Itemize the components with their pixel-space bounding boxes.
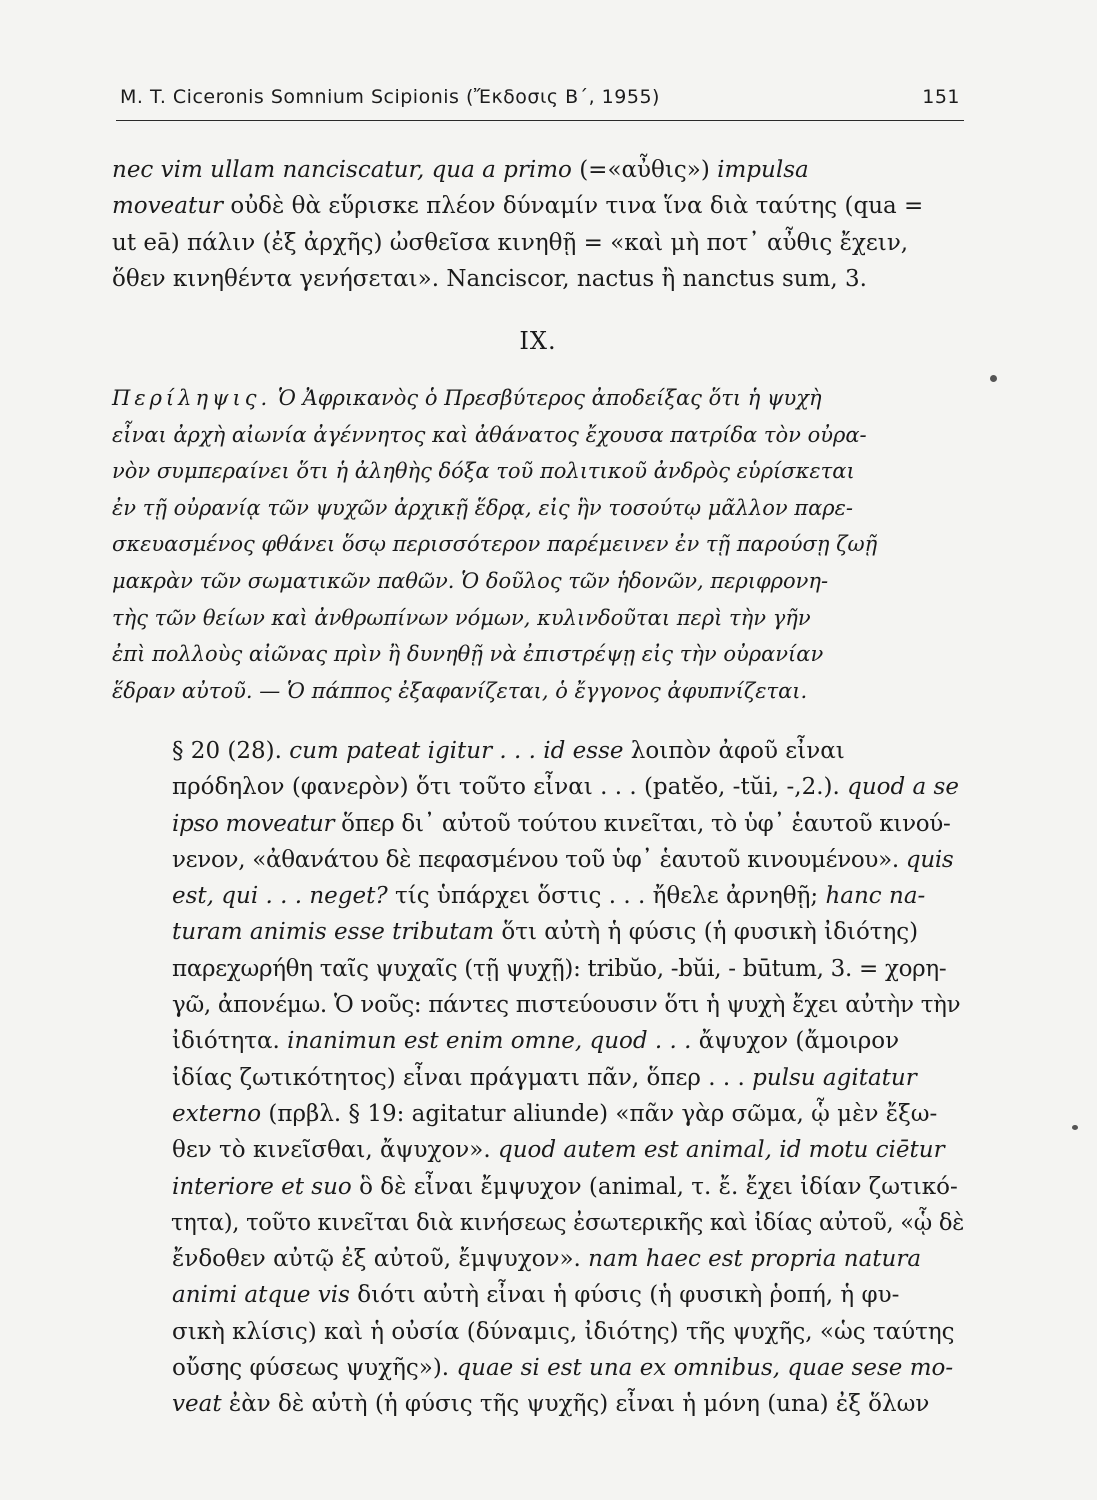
text-line: moveatur οὐδὲ θὰ εὕρισκε πλέον δύναμίν τινα ἵνα διὰ ταύτης (qua = xyxy=(112,193,924,220)
text-line: veat ἐὰν δὲ αὐτὴ (ἡ φύσις τῆς ψυχῆς) εἶναι ἡ μόνη (una) ἐξ ὅλων xyxy=(172,1391,930,1418)
text-line: ἔνδοθεν αὐτῷ ἐξ αὐτοῦ, ἔμψυχον». nam haec est propria natura xyxy=(172,1246,922,1273)
text-line: ipso moveatur ὅπερ δι᾽ αὐτοῦ τούτου κινεῖται, τὸ ὑφ᾽ ἑαυτοῦ κινού- xyxy=(172,810,951,837)
paragraph-1 xyxy=(112,152,964,297)
print-speck xyxy=(990,375,997,382)
text-line: est, qui . . . neget? τίς ὑπάρχει ὅστις . . . ἤθελε ἀρνηθῇ; hanc na- xyxy=(172,883,926,910)
header-rule xyxy=(116,120,964,121)
text-line: σικὴ κλίσις) καὶ ἡ οὐσία (δύναμις, ἰδιότης) τῆς ψυχῆς, «ὡς ταύτης xyxy=(172,1318,955,1345)
summary-paragraph xyxy=(112,380,964,709)
text-line: μακρὰν τῶν σωματικῶν παθῶν. Ὁ δοῦλος τῶν ἡδονῶν, περιφρονη- xyxy=(112,568,829,593)
print-speck xyxy=(1072,1125,1078,1130)
text-line: γῶ, ἀπονέμω. Ὁ νοῦς: πάντες πιστεύουσιν ὅτι ἡ ψυχὴ ἔχει αὐτὴν τὴν xyxy=(172,992,961,1019)
text-line: τητα), τοῦτο κινεῖται διὰ κινήσεως ἐσωτερικῆς καὶ ἰδίας αὐτοῦ, «ᾧ δὲ xyxy=(171,1209,965,1236)
text-line: interiore et suo ὃ δὲ εἶναι ἔμψυχον (animal, τ. ἔ. ἔχει ἰδίαν ζωτικό- xyxy=(172,1173,958,1200)
text-line: ut eā) πάλιν (ἐξ ἀρχῆς) ὠσθεῖσα κινηθῇ = «καὶ μὴ ποτ᾽ αὖθις ἔχειν, xyxy=(112,229,909,256)
text-line: ἕδραν αὐτοῦ. — Ὁ πάππος ἐξαφανίζεται, ὁ ἔγγονος ἀφυπνίζεται. xyxy=(112,678,808,703)
text-line: πρόδηλον (φανερὸν) ὅτι τοῦτο εἶναι . . . (patĕo, -tŭi, -,2.). quod a se xyxy=(172,774,959,801)
text-line: θεν τὸ κινεῖσθαι, ἄψυχον». quod autem est animal, id motu ciētur xyxy=(172,1137,945,1164)
text-line: παρεχωρήθη ταῖς ψυχαῖς (τῇ ψυχῇ): tribŭo, -bŭi, - būtum, 3. = χορη- xyxy=(172,955,947,982)
text-line: νενον, «ἀθανάτου δὲ πεφασμένου τοῦ ὑφ᾽ ἑαυτοῦ κινουμένου». quis xyxy=(172,846,954,873)
header-title: M. T. Ciceronis Somnium Scipionis (Ἔκδοσις Β΄, 1955) xyxy=(120,86,660,108)
text-line: ὅθεν κινηθέντα γενήσεται». Nanciscor, nactus ἢ nanctus sum, 3. xyxy=(112,265,867,292)
text-line: ἰδιότητα. inanimun est enim omne, quod . . . ἄψυχον (ἄμοιρον xyxy=(172,1028,900,1055)
paragraph-commentary xyxy=(112,733,964,1423)
running-header xyxy=(120,86,960,116)
text-line: οὔσης φύσεως ψυχῆς»). quae si est una ex omnibus, quae sese mo- xyxy=(172,1355,954,1382)
text-line: nec vim ullam nanciscatur, qua a primo (=«αὖθις») impulsa xyxy=(112,157,809,183)
text-line: Περίληψις. Ὁ Ἀφρικανὸς ὁ Πρεσβύτερος ἀποδείξας ὅτι ἡ ψυχὴ xyxy=(112,386,822,410)
text-line: § 20 (28). cum pateat igitur . . . id esse λοιπὸν ἀφοῦ εἶναι xyxy=(172,738,845,764)
page-number: 151 xyxy=(922,86,960,108)
text-line: ἐν τῇ οὐρανίᾳ τῶν ψυχῶν ἀρχικῇ ἕδρᾳ, εἰς ἣν τοσούτῳ μᾶλλον παρε- xyxy=(112,495,853,520)
text-line: ἰδίας ζωτικότητος) εἶναι πράγματι πᾶν, ὅπερ . . . pulsu agitatur xyxy=(172,1064,917,1091)
text-line: νὸν συμπεραίνει ὅτι ἡ ἀληθὴς δόξα τοῦ πολιτικοῦ ἀνδρὸς εὑρίσκεται xyxy=(112,459,855,484)
text-line: externo (πρβλ. § 19: agitatur aliunde) «πᾶν γὰρ σῶμα, ᾧ μὲν ἔξω- xyxy=(172,1100,938,1127)
text-line: animi atque vis διότι αὐτὴ εἶναι ἡ φύσις (ἡ φυσικὴ ῥοπή, ἡ φυ- xyxy=(172,1282,900,1309)
text-line: σκευασμένος φθάνει ὅσῳ περισσότερον παρέμεινεν ἐν τῇ παρούσῃ ζωῇ xyxy=(112,532,878,557)
text-line: εἶναι ἀρχὴ αἰωνία ἀγέννητος καὶ ἀθάνατος ἔχουσα πατρίδα τὸν οὐρα- xyxy=(112,422,867,447)
text-line: ἐπὶ πολλοὺς αἰῶνας πρὶν ἢ δυνηθῇ νὰ ἐπιστρέψῃ εἰς τὴν οὐρανίαν xyxy=(112,642,824,667)
text-line: turam animis esse tributam ὅτι αὐτὴ ἡ φύσις (ἡ φυσικὴ ἰδιότης) xyxy=(172,919,919,946)
chapter-heading: IX. xyxy=(519,327,557,355)
text-line: τὴς τῶν θείων καὶ ἀνθρωπίνων νόμων, κυλινδοῦται περὶ τὴν γῆν xyxy=(112,605,811,630)
